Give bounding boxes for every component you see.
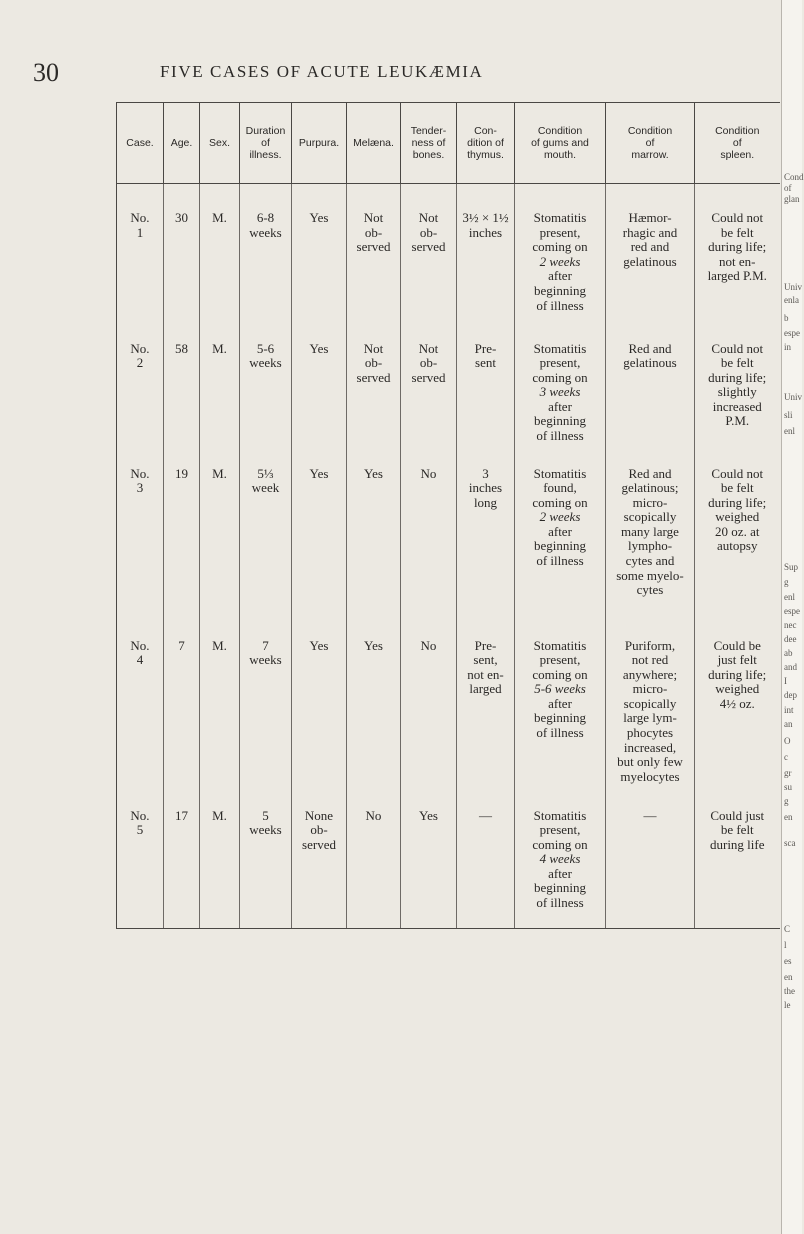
gums-weeks: 3 weeks [539, 384, 581, 400]
margin-fragment: enla [784, 295, 799, 305]
cell-marrow: Red and gelatinous; micro- scopically many large lympho- cytes and some myelo- cytes [606, 453, 695, 625]
header-duration: Duration of illness. [240, 103, 292, 184]
margin-fragment: c [784, 752, 788, 762]
header-purpura: Purpura. [292, 103, 347, 184]
margin-fragment: es [784, 956, 792, 966]
margin-fragment: g [784, 796, 789, 806]
page-number: 30 [33, 58, 59, 87]
cell-thymus: Pre- sent, not en- larged [457, 625, 515, 795]
margin-fragment: dep [784, 690, 797, 700]
margin-fragment: sli [784, 410, 793, 420]
margin-fragment: espe [784, 606, 800, 616]
cell-purpura: Yes [292, 453, 347, 625]
cell-melaena: No [347, 795, 401, 929]
cell-duration: 7 weeks [240, 625, 292, 795]
header-age: Age. [164, 103, 200, 184]
cell-spleen: Could not be felt during life; weighed 20 oz. at autopsy [695, 453, 780, 625]
gums-weeks: 2 weeks [539, 509, 581, 525]
cell-purpura: Yes [292, 625, 347, 795]
gums-before: Stomatitis present, coming on [532, 340, 588, 385]
table-header-row [117, 103, 780, 184]
margin-fragment: the [784, 986, 795, 996]
header-tenderness: Tender- ness of bones. [401, 103, 457, 184]
margin-fragment: gr [784, 768, 792, 778]
table-row [117, 625, 780, 795]
cell-duration: 6-8 weeks [240, 184, 292, 328]
margin-fragment: glan [784, 194, 800, 204]
cell-duration: 5-6 weeks [240, 328, 292, 453]
cell-tenderness: No [401, 453, 457, 625]
margin-fragment: Univ [784, 392, 802, 402]
margin-fragment: su [784, 782, 793, 792]
margin-fragment: enl [784, 426, 795, 436]
header-melaena: Melæna. [347, 103, 401, 184]
cell-case: No. 3 [117, 453, 164, 625]
margin-fragment: le [784, 1000, 791, 1010]
margin-fragment: C [784, 924, 791, 934]
gums-weeks: 2 weeks [539, 253, 581, 269]
adjacent-page-edge [781, 0, 802, 1234]
margin-fragment: g [784, 577, 789, 587]
cell-spleen: Could just be felt during life [695, 795, 780, 929]
cell-melaena: Yes [347, 625, 401, 795]
cell-age: 19 [164, 453, 200, 625]
cell-spleen: Could not be felt during life; slightly increased P.M. [695, 328, 780, 453]
margin-fragment: Univ [784, 282, 802, 292]
cell-sex: M. [200, 625, 240, 795]
cell-sex: M. [200, 453, 240, 625]
margin-fragment: dee [784, 634, 797, 644]
header-marrow: Condition of marrow. [606, 103, 695, 184]
cell-gums [515, 453, 606, 625]
gums-before: Stomatitis present, coming on [532, 637, 588, 682]
margin-fragment: en [784, 972, 793, 982]
cell-melaena: Yes [347, 453, 401, 625]
margin-fragment: int [784, 705, 794, 715]
cell-duration: 5 weeks [240, 795, 292, 929]
header-sex: Sex. [200, 103, 240, 184]
table-row [117, 184, 780, 328]
table-row [117, 328, 780, 453]
cell-marrow: Puriform, not red anywhere; micro- scopically large lym- phocytes increased, but only few myelocytes [606, 625, 695, 795]
cell-gums [515, 795, 606, 929]
gums-before: Stomatitis found, coming on [532, 465, 588, 510]
cell-gums [515, 328, 606, 453]
gums-after: after beginning of illness [534, 865, 586, 911]
cell-case: No. 5 [117, 795, 164, 929]
cell-gums [515, 625, 606, 795]
cell-marrow: — [606, 795, 695, 929]
cell-tenderness: Not ob- served [401, 184, 457, 328]
gums-after: after beginning of illness [534, 523, 586, 569]
margin-fragment: ab [784, 648, 793, 658]
gums-before: Stomatitis present, coming on [532, 807, 588, 852]
cell-sex: M. [200, 795, 240, 929]
running-head: FIVE CASES OF ACUTE LEUKÆMIA [160, 62, 484, 81]
margin-fragment: enl [784, 592, 795, 602]
table-row [117, 453, 780, 625]
cell-spleen: Could not be felt during life; not en- larged P.M. [695, 184, 780, 328]
cell-marrow: Hæmor- rhagic and red and gelatinous [606, 184, 695, 328]
gums-weeks: 4 weeks [539, 851, 581, 867]
header-spleen: Condition of spleen. [695, 103, 780, 184]
margin-fragment: an [784, 719, 793, 729]
gums-weeks: 5-6 weeks [534, 681, 586, 697]
cell-thymus: — [457, 795, 515, 929]
cell-purpura: Yes [292, 184, 347, 328]
margin-fragment: Cond [784, 172, 804, 182]
header-gums: Condition of gums and mouth. [515, 103, 606, 184]
header-case: Case. [117, 103, 164, 184]
margin-fragment: of [784, 183, 792, 193]
cell-age: 7 [164, 625, 200, 795]
margin-fragment: sca [784, 838, 796, 848]
gums-after: after beginning of illness [534, 398, 586, 444]
cell-age: 30 [164, 184, 200, 328]
margin-fragment: O [784, 736, 791, 746]
cell-sex: M. [200, 328, 240, 453]
cell-sex: M. [200, 184, 240, 328]
table-row [117, 795, 780, 929]
cell-tenderness: Not ob- served [401, 328, 457, 453]
cell-duration: 5⅓ week [240, 453, 292, 625]
cell-age: 58 [164, 328, 200, 453]
margin-fragment: l [784, 940, 787, 950]
margin-fragment: espe [784, 328, 800, 338]
cell-marrow: Red and gelatinous [606, 328, 695, 453]
cell-melaena: Not ob- served [347, 328, 401, 453]
gums-after: after beginning of illness [534, 268, 586, 313]
cell-thymus: 3 inches long [457, 453, 515, 625]
cell-thymus: Pre- sent [457, 328, 515, 453]
margin-fragment: and [784, 662, 797, 672]
leukaemia-cases-table [116, 102, 780, 929]
gums-before: Stomatitis present, coming on [532, 210, 588, 255]
cell-gums [515, 184, 606, 328]
margin-fragment: nec [784, 620, 797, 630]
cell-tenderness: Yes [401, 795, 457, 929]
cell-purpura: Yes [292, 328, 347, 453]
margin-fragment: en [784, 812, 793, 822]
cell-tenderness: No [401, 625, 457, 795]
header-thymus: Con- dition of thymus. [457, 103, 515, 184]
cell-thymus: 3½ × 1½ inches [457, 184, 515, 328]
cell-purpura: None ob- served [292, 795, 347, 929]
cell-case: No. 2 [117, 328, 164, 453]
cell-age: 17 [164, 795, 200, 929]
cell-case: No. 1 [117, 184, 164, 328]
gums-after: after beginning of illness [534, 695, 586, 741]
cell-case: No. 4 [117, 625, 164, 795]
cell-spleen: Could be just felt during life; weighed 4½ oz. [695, 625, 780, 795]
margin-fragment: b [784, 313, 789, 323]
cell-melaena: Not ob- served [347, 184, 401, 328]
margin-fragment: I [784, 676, 787, 686]
margin-fragment: Sup [784, 562, 799, 572]
margin-fragment: in [784, 342, 792, 352]
